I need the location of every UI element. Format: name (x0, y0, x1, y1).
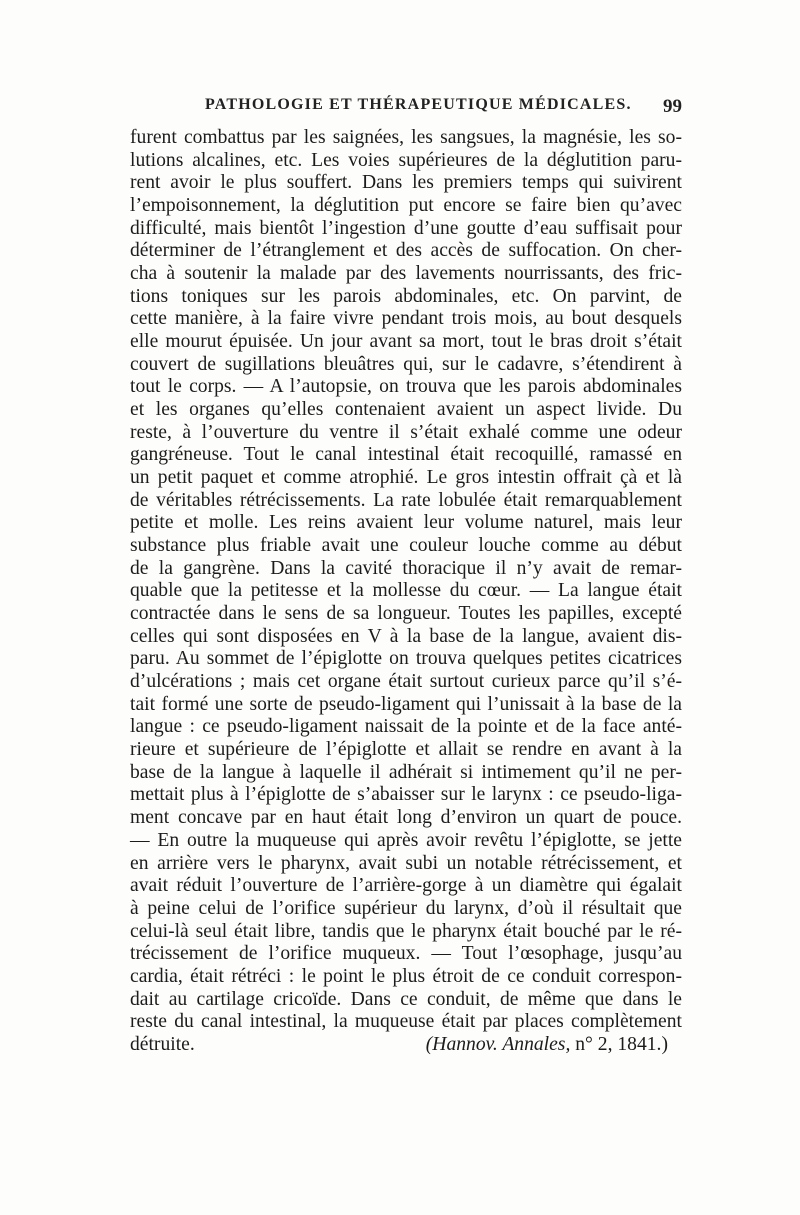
citation-source: (Hannov. Annales, (425, 1033, 571, 1055)
text-line: substance plus friable avait une couleur louche comme au début (130, 535, 682, 557)
text-line: paru. Au sommet de l’épiglotte on trouva quelques petites cicatrices (130, 648, 682, 670)
text-line: déterminer de l’étranglement et des accès de suffocation. On cher- (130, 240, 682, 262)
text-line: de véritables rétrécissements. La rate lobulée était remarquablement (130, 489, 682, 511)
citation (426, 1034, 668, 1057)
page-number: 99 (663, 96, 682, 117)
text-line: avait réduit l’ouverture de l’arrière-gorge à un diamètre qui égalait (130, 875, 682, 897)
text-line: furent combattus par les saignées, les sangsues, la magnésie, les so- (130, 127, 682, 148)
text-line: — En outre la muqueuse qui après avoir revêtu l’épiglotte, se jette (130, 829, 682, 851)
text-line: cette manière, à la faire vivre pendant trois mois, au bout desquels (130, 308, 682, 330)
text-line: langue : ce pseudo-ligament naissait de la pointe et de la face anté- (130, 716, 682, 738)
text-line: d’ulcérations ; mais cet organe était surtout curieux parce qu’il s’é- (130, 671, 682, 693)
text-line: rieure et supérieure de l’épiglotte et allait se rendre en avant à la (130, 739, 682, 761)
text-line: couvert de sugillations bleuâtres qui, sur le cadavre, s’étendirent à (130, 353, 682, 375)
text-line: l’empoisonnement, la déglutition put encore se faire bien qu’avec (130, 195, 682, 217)
last-text-line (130, 1034, 682, 1057)
text-line: tout le corps. — A l’autopsie, on trouva que les parois abdominales (130, 376, 682, 398)
text-line: difficulté, mais bientôt l’ingestion d’une goutte d’eau suffisait pour (130, 217, 682, 239)
text-line: de la gangrène. Dans la cavité thoracique il n’y avait de remar- (130, 557, 682, 579)
text-line: celui-là seul était libre, tandis que le pharynx était bouché par le ré- (130, 920, 682, 942)
text-line: reste, à l’ouverture du ventre il s’était exhalé comme une odeur (130, 421, 682, 443)
running-title: PATHOLOGIE ET THÉRAPEUTIQUE MÉDICALES. (205, 96, 632, 113)
text-line: gangréneuse. Tout le canal intestinal était recoquillé, ramassé en (130, 444, 682, 466)
citation-issue: n° 2, 1841.) (575, 1033, 668, 1055)
text-line: tait formé une sorte de pseudo-ligament qui l’unissait à la base de la (130, 693, 682, 715)
text-line: lutions alcalines, etc. Les voies supérieures de la déglutition paru- (130, 149, 682, 171)
text-line: rent avoir le plus souffert. Dans les premiers temps qui suivirent (130, 172, 682, 194)
text-line: cha à soutenir la malade par des lavements nourrissants, des fric- (130, 263, 682, 285)
text-line: reste du canal intestinal, la muqueuse était par places complètement (130, 1011, 682, 1033)
text-line: cardia, était rétréci : le point le plus étroit de ce conduit correspon- (130, 965, 682, 987)
text-line: quable que la petitesse et la mollesse du cœur. — La langue était (130, 580, 682, 602)
text-line: tions toniques sur les parois abdominales, etc. On parvint, de (130, 285, 682, 307)
text-line: elle mourut épuisée. Un jour avant sa mort, tout le bras droit s’était (130, 331, 682, 353)
text-line: et les organes qu’elles contenaient avaient un aspect livide. Du (130, 399, 682, 421)
text-line: contractée dans le sens de sa longueur. Toutes les papilles, excepté (130, 603, 682, 625)
text-line: mettait plus à l’épiglotte de s’abaisser sur le larynx : ce pseudo-liga- (130, 784, 682, 806)
page-header (130, 96, 682, 122)
text-line: un petit paquet et comme atrophié. Le gros intestin offrait çà et là (130, 467, 682, 489)
text-line: en arrière vers le pharynx, avait subi un notable rétrécissement, et (130, 852, 682, 874)
text-line: celles qui sont disposées en V à la base de la langue, avaient dis- (130, 625, 682, 647)
text-line: base de la langue à laquelle il adhérait si intimement qu’il ne per- (130, 761, 682, 783)
text-line: à peine celui de l’orifice supérieur du larynx, d’où il résultait que (130, 897, 682, 919)
text-line: petite et molle. Les reins avaient leur volume naturel, mais leur (130, 512, 682, 534)
text-line: trécissement de l’orifice muqueux. — Tout l’œsophage, jusqu’au (130, 943, 682, 965)
last-line-text: détruite. (130, 1033, 195, 1055)
text-line: dait au cartilage cricoïde. Dans ce conduit, de même que dans le (130, 988, 682, 1010)
text-line: ment concave par en haut était long d’environ un quart de pouce. (130, 807, 682, 829)
body-text (130, 127, 682, 1057)
